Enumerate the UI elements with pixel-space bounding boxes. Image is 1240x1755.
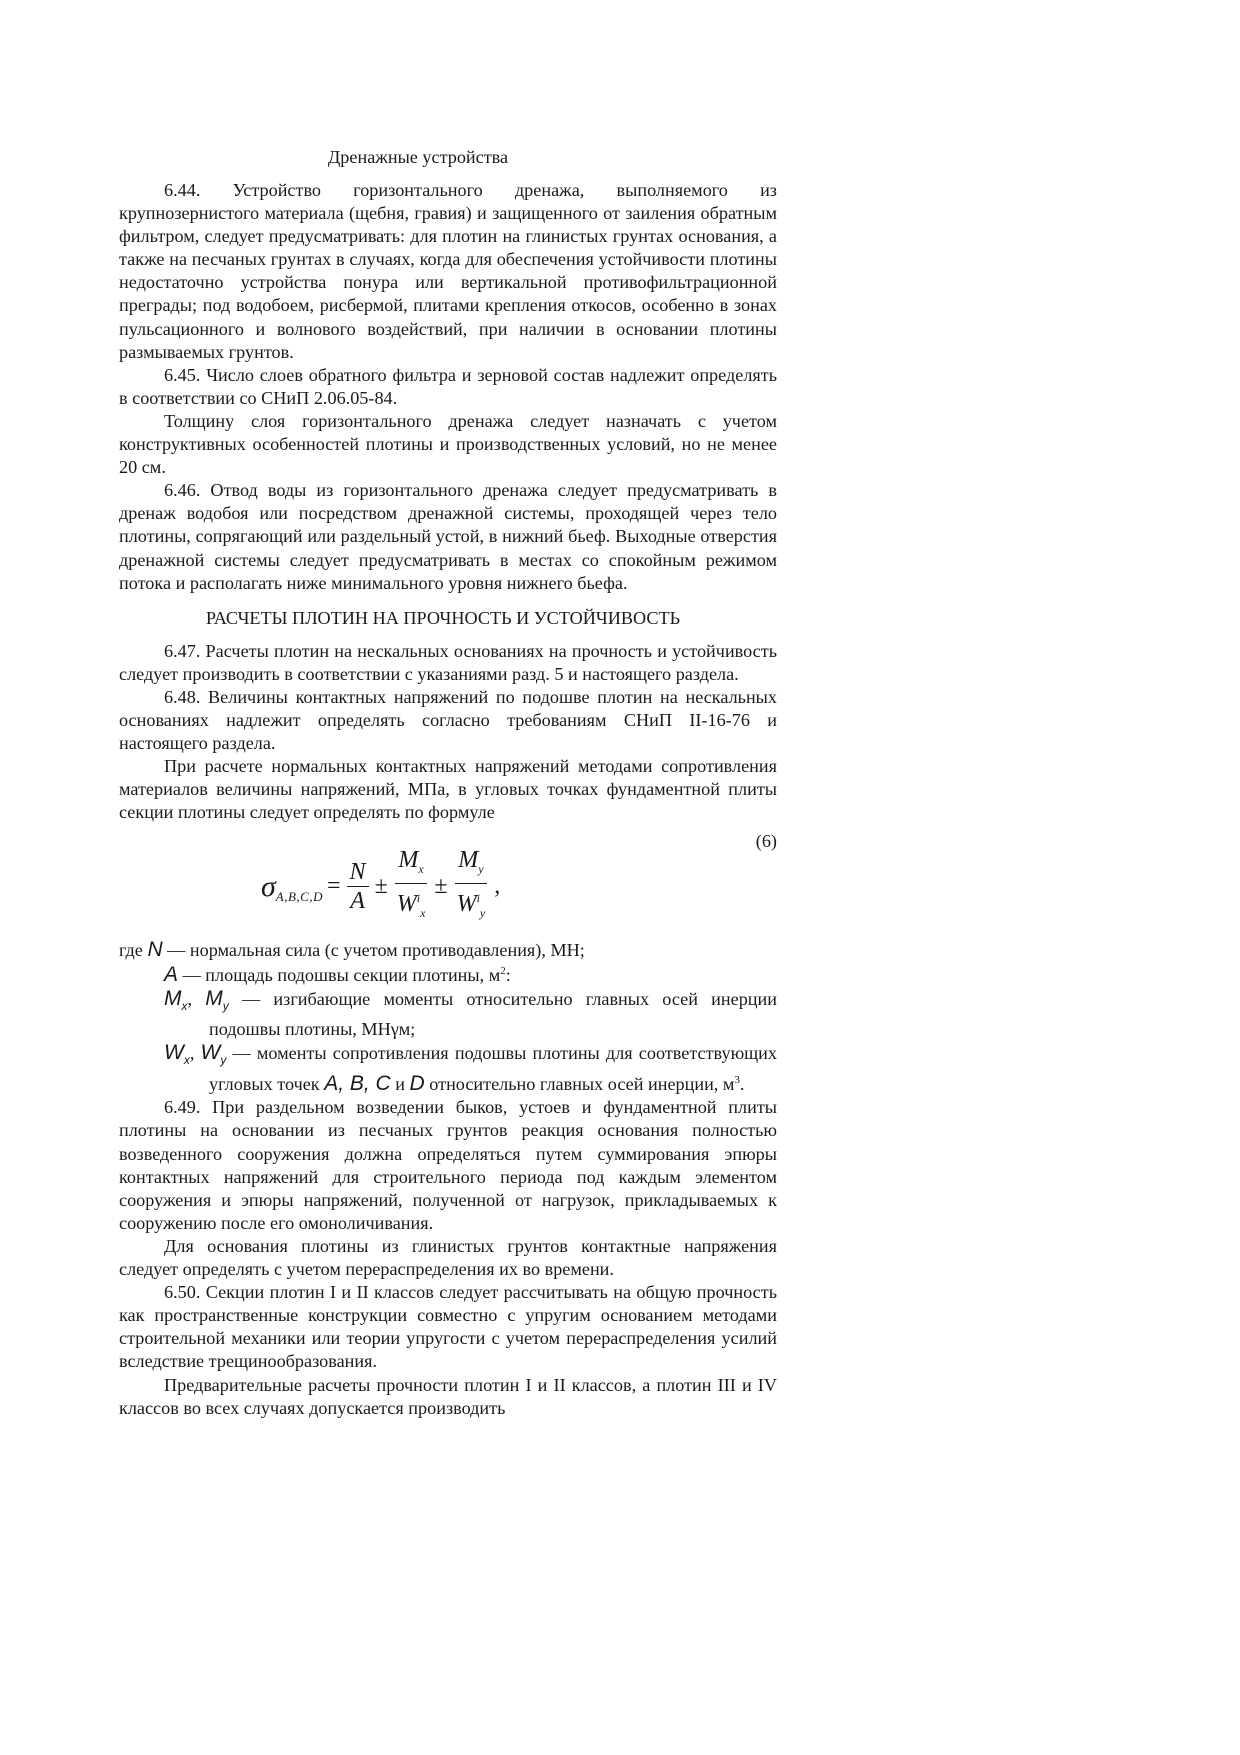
subscript: x <box>181 998 188 1013</box>
where-lead: где <box>119 940 143 961</box>
subscript: y <box>220 1053 227 1068</box>
definition-text: относительно главных осей инерции, м <box>424 1074 735 1095</box>
variable-mx <box>164 986 188 1013</box>
fraction-my-over-wy <box>454 846 489 927</box>
conjunction: и <box>390 1074 410 1095</box>
formula-equals: = <box>327 873 341 900</box>
punctuation: . <box>739 1074 745 1095</box>
paragraph-6-48: 6.48. Величины контактных напряжений по подошве плотин на нескальных основаниях надлежит определять согласно требованиям СНиП II-16-76 и настоящего раздела. <box>119 686 777 754</box>
subscript: y <box>222 998 229 1013</box>
power: 2 <box>500 964 506 977</box>
fraction-denominator <box>454 884 489 927</box>
definition-text: — площадь подошвы секции плотины, м <box>178 964 501 985</box>
document-page <box>119 146 777 1420</box>
symbol-w: W <box>456 891 477 918</box>
paragraph-6-46: 6.46. Отвод воды из горизонтального дренажа следует предусматривать в дренаж водобоя или посредством дренажной системы, проходящей через тело плотины, сопрягающий или раздельный устой, в нижний бьеф. Выходные отверстия дренажной системы следует предусматривать в местах со спокойным режимом потока и располагать ниже минимального уровня нижнего бьефа. <box>119 480 777 593</box>
formula-plus-minus: ± <box>434 873 448 900</box>
separator: , <box>189 1043 201 1063</box>
fraction-numerator: N <box>347 858 369 887</box>
symbol: W <box>200 1041 221 1064</box>
variable-a: A <box>164 962 179 986</box>
subscript: y <box>479 906 486 921</box>
symbol: M <box>205 986 223 1010</box>
paragraph-preliminary: Предварительные расчеты прочности плотин I и II классов, а плотин III и IV классов во всех случаях допускается производить <box>119 1374 777 1418</box>
paragraph-6-50: 6.50. Секции плотин I и II классов следует рассчитывать на общую прочность как пространственные конструкции совместно с упругим основанием методами строительной механики или теории упругости с учетом перераспределения усилий вследствие трещинообразования. <box>119 1282 777 1372</box>
definition-text: — изгибающие моменты относительно главных осей инерции подошвы плотины, МНγм; <box>209 988 778 1039</box>
fraction-mx-over-wx <box>394 846 429 927</box>
variable-n: N <box>147 938 163 962</box>
variable-wy <box>200 1041 227 1068</box>
paragraph-contact-stress: При расчете нормальных контактных напряжений методами сопротивления материалов величины напряжений, МПа, в угловых точках фундаментной плиты секции плотины следует определять по формуле <box>119 756 777 823</box>
definition-a <box>119 963 777 987</box>
symbol-w: W <box>396 891 417 918</box>
superscript: i <box>416 891 421 906</box>
stress-formula <box>261 846 504 927</box>
formula-comma: , <box>494 873 501 900</box>
symbol-m: M <box>398 847 419 874</box>
formula-block <box>119 830 777 938</box>
fraction-numerator <box>455 846 486 884</box>
paragraph-6-45: 6.45. Число слоев обратного фильтра и зерновой состав надлежит определять в соответствии со СНиП 2.06.05-84. <box>119 364 777 408</box>
subscript: x <box>420 906 426 921</box>
separator: , <box>187 988 206 1009</box>
punctuation: : <box>505 964 511 985</box>
paragraph-drainage-thickness: Толщину слоя горизонтального дренажа следует назначать с учетом конструктивных особенностей плотины и производственных условий, но не менее 20 см. <box>119 410 777 478</box>
subscript: x <box>183 1053 190 1068</box>
symbol: W <box>164 1041 184 1064</box>
fraction-numerator <box>395 846 426 884</box>
subscript: y <box>478 862 484 877</box>
paragraph-clay-soils: Для основания плотины из глинистых грунтов контактные напряжения следует определять с учетом перераспределения их во времени. <box>119 1235 777 1280</box>
definition-m <box>119 987 777 1041</box>
fraction-n-over-a <box>347 858 369 915</box>
paragraph-6-47: 6.47. Расчеты плотин на нескальных основаниях на прочность и устойчивость следует производить в соответствии с указаниями разд. 5 и настоящего раздела. <box>119 640 777 684</box>
point-d: D <box>409 1072 425 1096</box>
definition-n <box>119 938 777 962</box>
power: 3 <box>734 1074 740 1087</box>
formula-sigma-subscript: A,B,C,D <box>275 889 323 905</box>
variable-wx <box>164 1041 190 1068</box>
symbol-m: M <box>458 847 479 874</box>
superscript: i <box>476 891 480 906</box>
definition-text: — моменты сопротивления подошвы плотины для соответствующих угловых точек <box>209 1043 777 1095</box>
fraction-denominator: A <box>350 888 365 915</box>
paragraph-6-44: 6.44. Устройство горизонтального дренажа, выполняемого из крупнозернистого материала (щебня, гравия) и защищенного от заиления обратным фильтром, следует предусматривать: для плотин на глинистых грунтах основания, а также на песчаных грунтах в случаях, когда для обеспечения устойчивости плотины недостаточно устройства понура или вертикальной противофильтрационной преграды; под водобоем, рисбермой, плитами крепления откосов, особенно в зонах пульсационного и волнового воздействий, при наличии в основании плотины размываемых грунтов. <box>119 180 777 362</box>
definition-text: — нормальная сила (с учетом противодавления), МН; <box>162 940 585 961</box>
definition-w <box>119 1041 777 1096</box>
equation-number: (6) <box>755 831 777 852</box>
fraction-denominator <box>394 884 429 927</box>
symbol: M <box>164 986 182 1010</box>
paragraph-6-49: 6.49. При раздельном возведении быков, устоев и фундаментной плиты плотины на основании из песчаных грунтов реакция основания полностью возведенного сооружения должна определяться путем суммирования эпюры контактных напряжений для строительного периода под каждым элементом сооружения и эпюры напряжений, полученной от нагрузок, прикладываемых к сооружению после его омоноличивания. <box>119 1097 777 1233</box>
section-heading-calculations: РАСЧЕТЫ ПЛОТИН НА ПРОЧНОСТЬ И УСТОЙЧИВОСТЬ <box>205 607 681 628</box>
variable-my <box>205 986 229 1013</box>
points-abc: A, B, C <box>324 1072 391 1096</box>
section-heading-drainage: Дренажные устройства <box>327 147 509 167</box>
formula-sigma: σ <box>261 870 276 904</box>
formula-plus-minus: ± <box>374 873 388 900</box>
subscript: x <box>418 862 424 877</box>
